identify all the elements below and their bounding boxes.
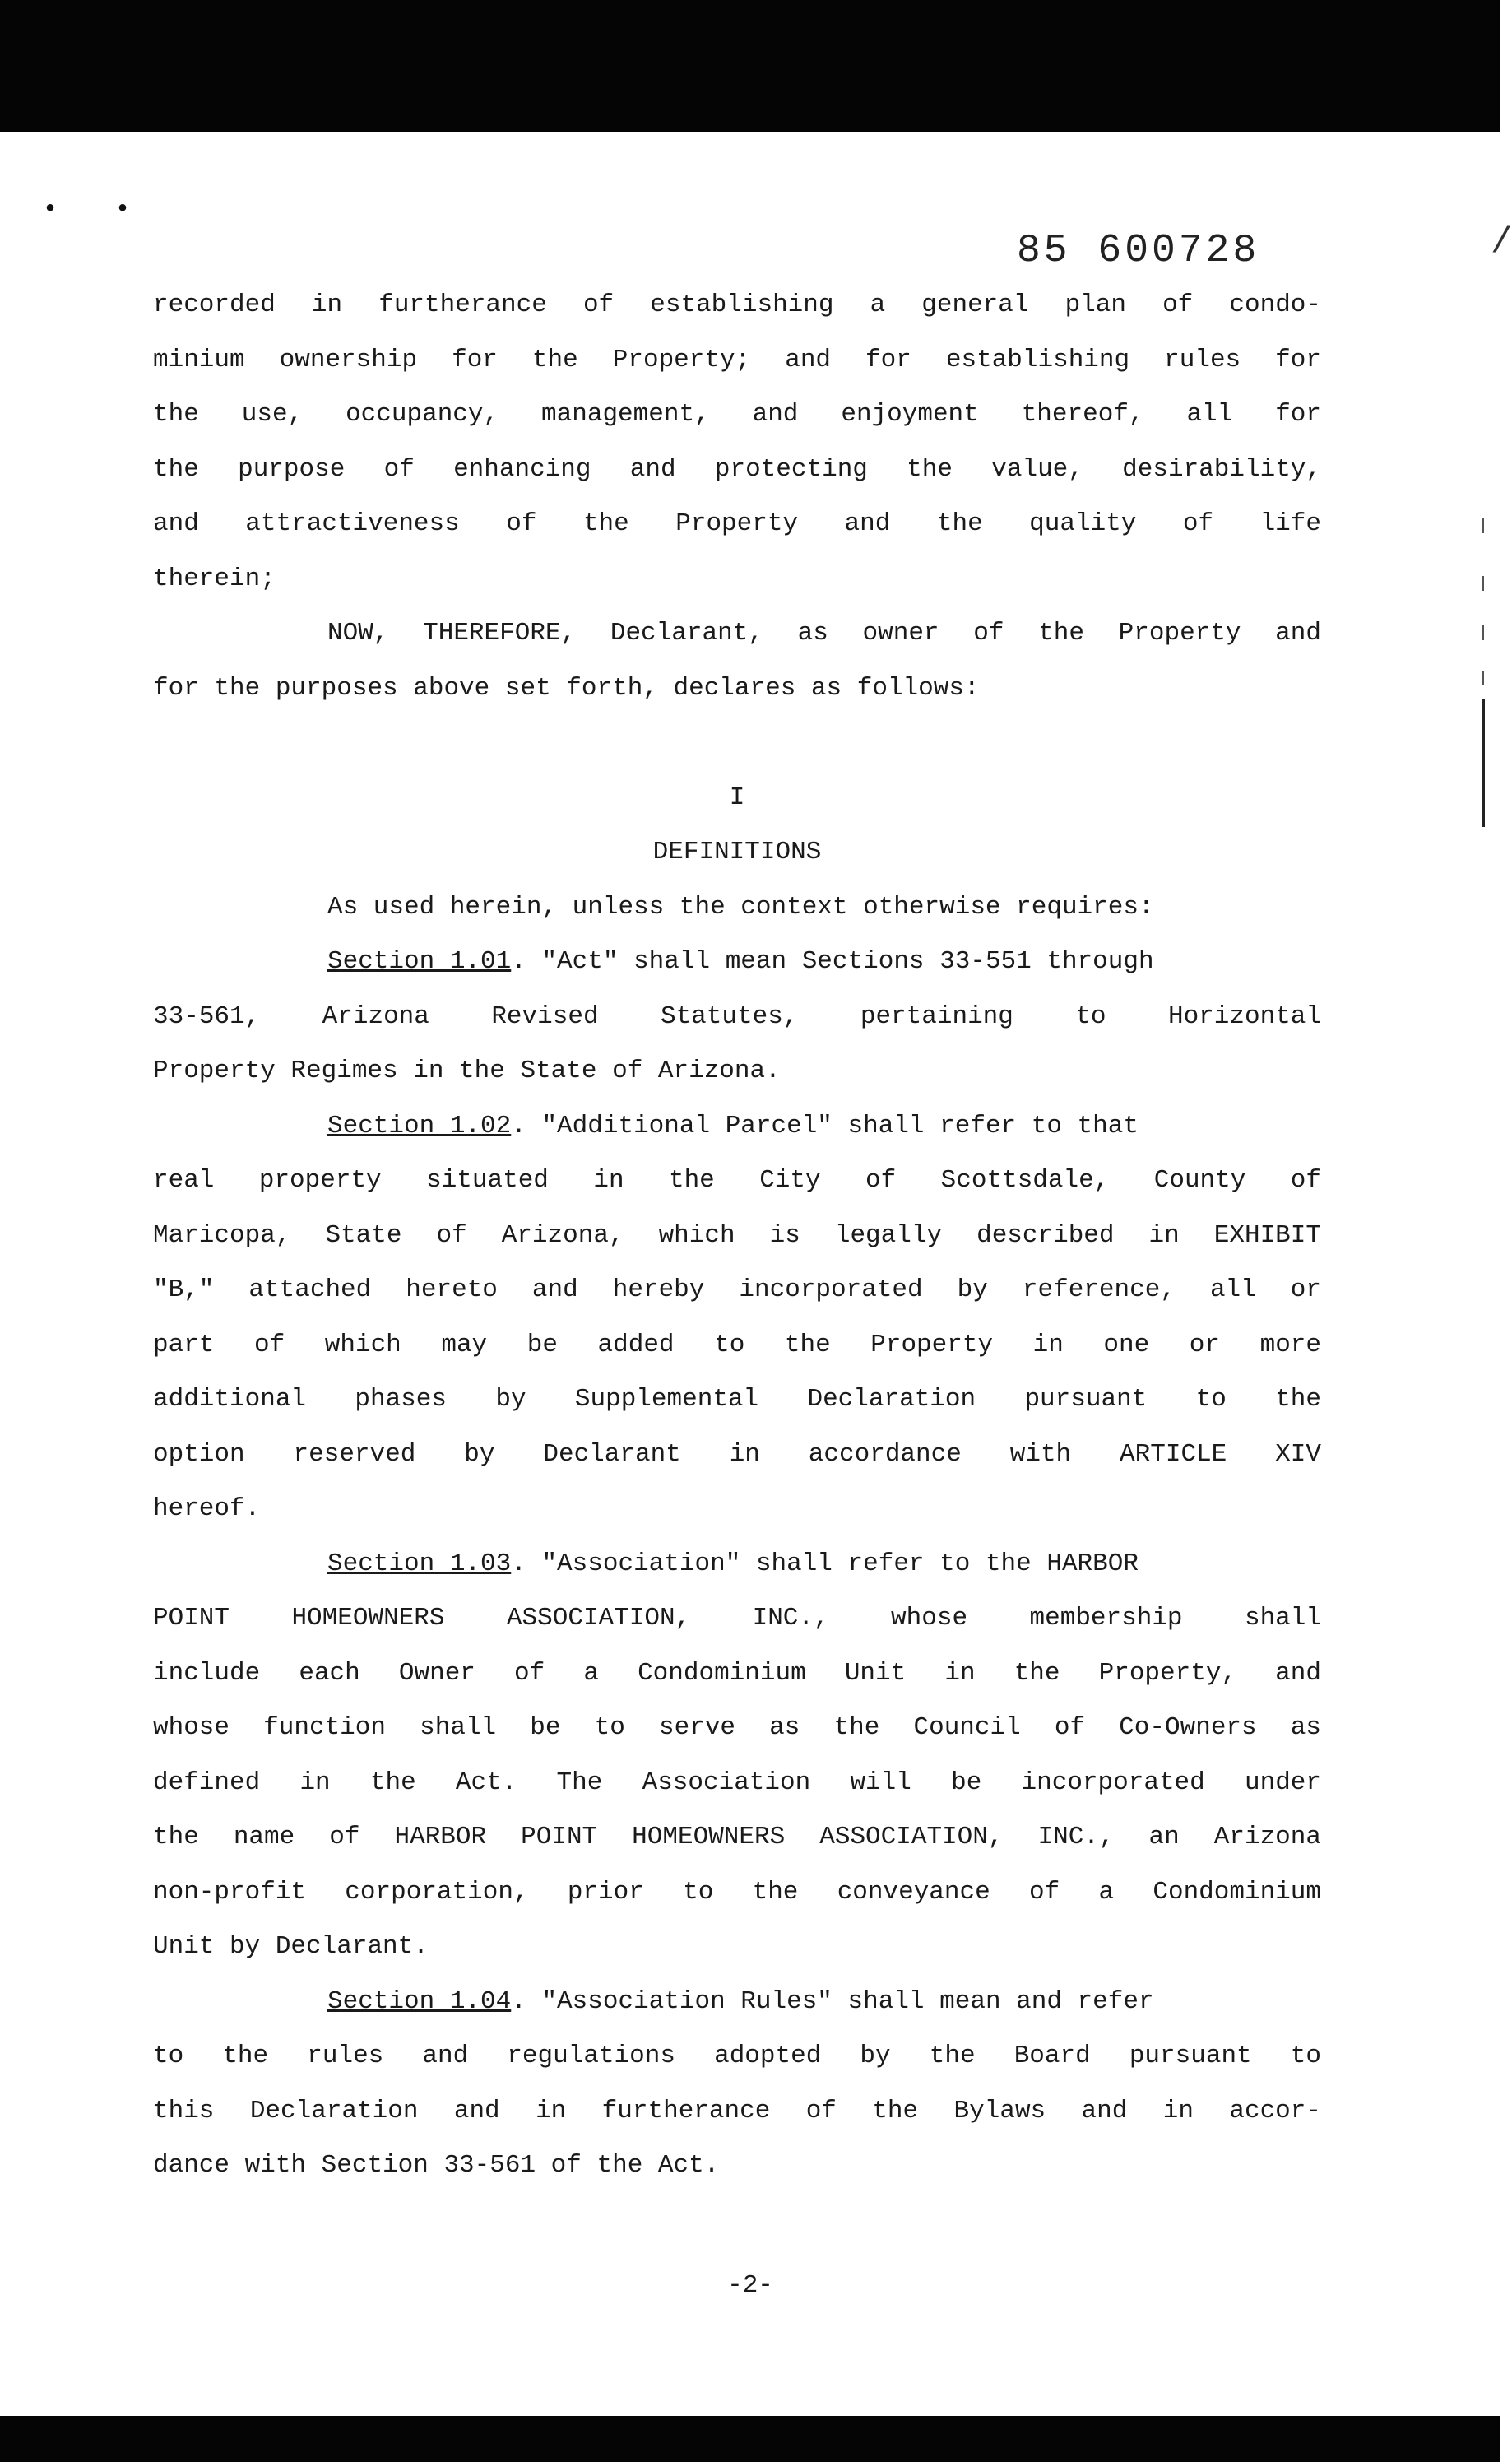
section-1-04-heading: [153, 1975, 1321, 2030]
section-text: . "Act" shall mean Sections 33-551 through: [511, 947, 1154, 976]
body-line: 33-561, Arizona Revised Statutes, pertaining to Horizontal: [153, 1001, 1321, 1031]
section-label: Section 1.04: [327, 1986, 512, 2016]
document-number: 85 600728: [1017, 229, 1260, 273]
body-line: this Declaration and in furtherance of the Bylaws and in accor-: [153, 2096, 1321, 2125]
body-line: and attractiveness of the Property and the quality of life: [153, 509, 1321, 538]
body-line: "B," attached hereto and hereby incorporated by reference, all or: [153, 1275, 1321, 1304]
margin-tick: [1482, 625, 1484, 640]
edge-mark: /: [1491, 222, 1512, 263]
definitions-intro: As used herein, unless the context otherwise requires:: [327, 892, 1154, 922]
body-line: NOW, THEREFORE, Declarant, as owner of the Property and: [327, 619, 1321, 648]
page-number: -2-: [727, 2271, 773, 2300]
body-line: the purpose of enhancing and protecting the value, desirability,: [153, 454, 1321, 484]
section-text: . "Association" shall refer to the HARBOR: [511, 1549, 1139, 1578]
scan-border-bottom: [0, 2416, 1500, 2462]
body-line: recorded in furtherance of establishing a general plan of condo-: [153, 290, 1321, 319]
body-line: for the purposes above set forth, declares as follows:: [153, 673, 980, 703]
section-label: Section 1.02: [327, 1111, 512, 1140]
margin-rule: [1482, 699, 1485, 827]
document-body: [153, 278, 1321, 2194]
body-line: hereof.: [153, 1494, 261, 1523]
section-1-03-heading: [153, 1537, 1321, 1592]
body-line: non-profit corporation, prior to the conveyance of a Condominium: [153, 1877, 1321, 1907]
body-line: option reserved by Declarant in accordance with ARTICLE XIV: [153, 1439, 1321, 1469]
body-line: dance with Section 33-561 of the Act.: [153, 2151, 720, 2180]
body-line: POINT HOMEOWNERS ASSOCIATION, INC., whose membership shall: [153, 1604, 1321, 1633]
body-line: real property situated in the City of Scottsdale, County of: [153, 1166, 1321, 1195]
section-text: . "Additional Parcel" shall refer to that: [511, 1111, 1139, 1140]
body-line: the use, occupancy, management, and enjoyment thereof, all for: [153, 400, 1321, 429]
body-line: therein;: [153, 564, 276, 593]
body-line: defined in the Act. The Association will be incorporated under: [153, 1768, 1321, 1797]
corner-mark-right: •: [115, 196, 131, 224]
corner-mark-left: •: [43, 196, 58, 224]
section-1-02-heading: [153, 1099, 1321, 1154]
margin-tick: [1482, 576, 1484, 591]
margin-tick: [1482, 671, 1484, 685]
scan-border-top: [0, 0, 1500, 132]
section-label: Section 1.03: [327, 1549, 512, 1578]
section-text: . "Association Rules" shall mean and refer: [511, 1986, 1154, 2016]
body-line: to the rules and regulations adopted by the Board pursuant to: [153, 2042, 1321, 2070]
blank-line: [153, 716, 1321, 771]
body-line: Maricopa, State of Arizona, which is legally described in EXHIBIT: [153, 1220, 1321, 1250]
article-title: DEFINITIONS: [652, 838, 822, 866]
body-line: Property Regimes in the State of Arizona.: [153, 1057, 781, 1085]
body-line: Unit by Declarant.: [153, 1932, 429, 1961]
body-line: whose function shall be to serve as the Council of Co-Owners as: [153, 1713, 1321, 1742]
margin-tick: [1482, 518, 1484, 533]
section-label: Section 1.01: [327, 947, 512, 976]
article-number: I: [729, 783, 745, 812]
section-1-01-heading: [153, 935, 1321, 990]
body-line: include each Owner of a Condominium Unit in the Property, and: [153, 1658, 1321, 1688]
body-line: the name of HARBOR POINT HOMEOWNERS ASSOCIATION, INC., an Arizona: [153, 1823, 1321, 1851]
body-line: additional phases by Supplemental Declaration pursuant to the: [153, 1385, 1321, 1414]
body-line: part of which may be added to the Property in one or more: [153, 1330, 1321, 1359]
body-line: minium ownership for the Property; and for establishing rules for: [153, 345, 1321, 374]
